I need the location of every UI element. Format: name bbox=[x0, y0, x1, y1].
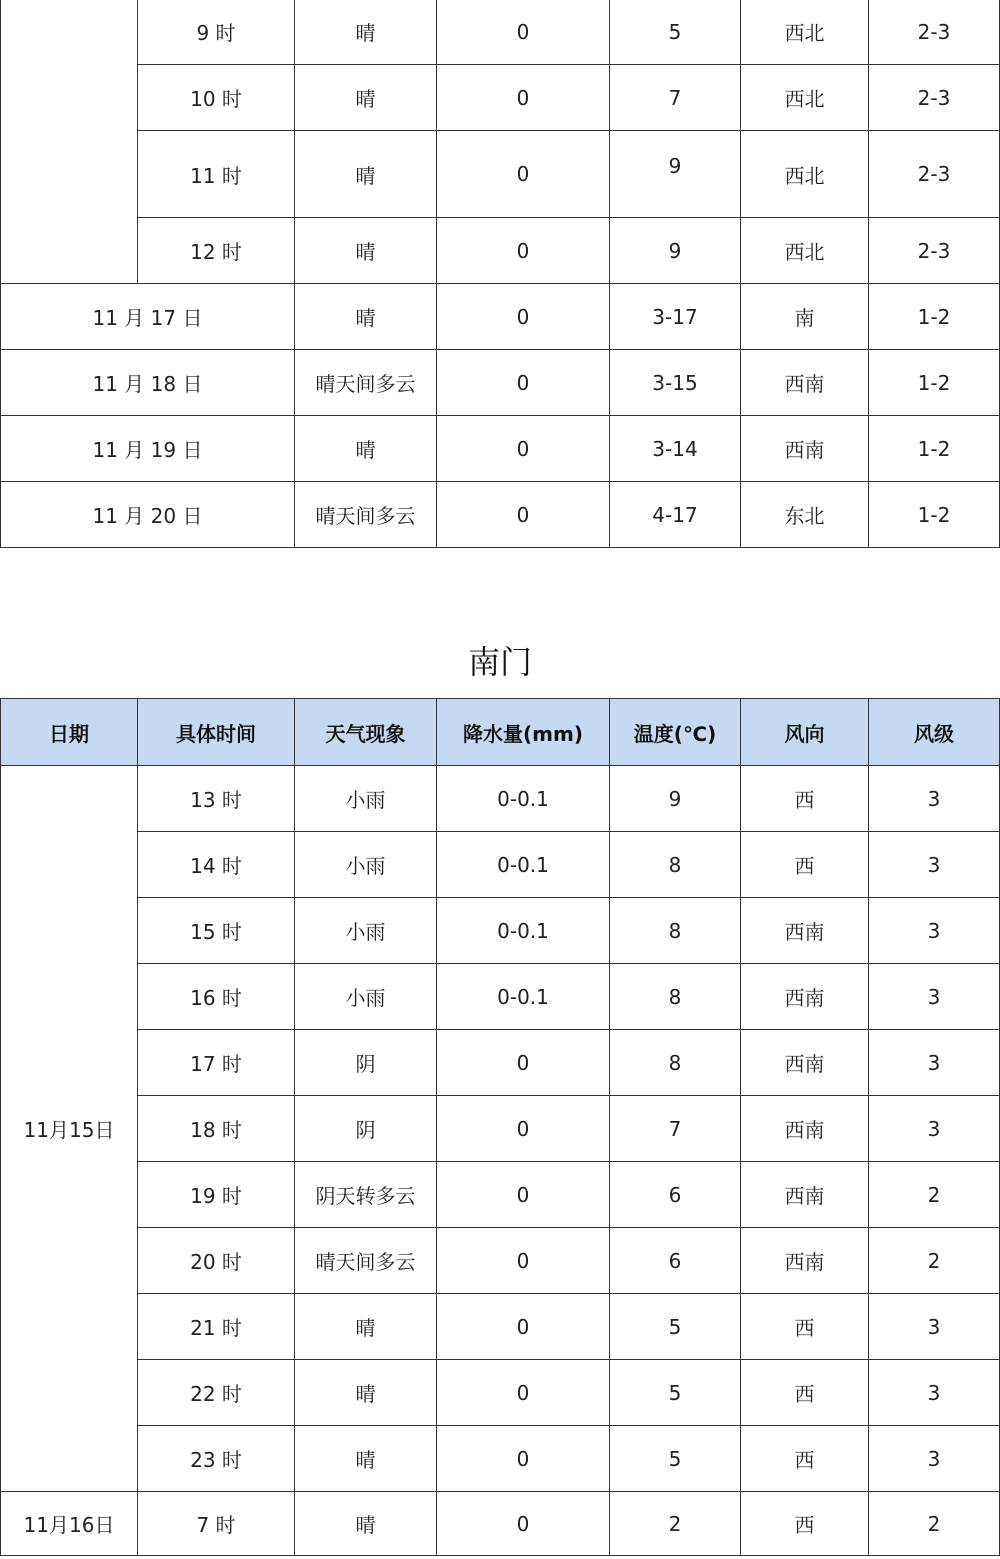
precip-cell: 0 bbox=[437, 131, 610, 218]
date-cell: 11 月 19 日 bbox=[1, 416, 295, 482]
temp-cell: 2 bbox=[610, 1492, 741, 1556]
table-row bbox=[1, 350, 1000, 416]
weather-cell: 晴天间多云 bbox=[295, 350, 437, 416]
weather-cell: 小雨 bbox=[295, 898, 437, 964]
weather-cell: 晴 bbox=[295, 218, 437, 284]
temp-cell: 7 bbox=[610, 1096, 741, 1162]
precip-cell: 0 bbox=[437, 1228, 610, 1294]
table-row bbox=[1, 1360, 1000, 1426]
precip-cell: 0-0.1 bbox=[437, 832, 610, 898]
table-row bbox=[1, 898, 1000, 964]
wind-level-cell: 1-2 bbox=[869, 284, 1000, 350]
wind-level-cell: 2-3 bbox=[869, 218, 1000, 284]
weather-cell: 小雨 bbox=[295, 964, 437, 1030]
temp-cell: 8 bbox=[610, 964, 741, 1030]
hour-cell: 21 时 bbox=[138, 1294, 295, 1360]
wind-level-cell: 3 bbox=[869, 1030, 1000, 1096]
header-wind-dir: 风向 bbox=[741, 699, 869, 766]
wind-level-cell: 2 bbox=[869, 1492, 1000, 1556]
hour-cell: 14 时 bbox=[138, 832, 295, 898]
table-row bbox=[1, 964, 1000, 1030]
hour-cell: 13 时 bbox=[138, 766, 295, 832]
precip-cell: 0 bbox=[437, 1294, 610, 1360]
temp-cell: 9 bbox=[610, 766, 741, 832]
temp-cell: 4-17 bbox=[610, 482, 741, 548]
wind-dir-cell: 西南 bbox=[741, 898, 869, 964]
precip-cell: 0 bbox=[437, 284, 610, 350]
date-cell: 11月15日 bbox=[1, 766, 138, 1492]
table-row bbox=[1, 218, 1000, 284]
temp-value: 9 bbox=[668, 154, 682, 178]
hour-cell: 12 时 bbox=[138, 218, 295, 284]
wind-dir-cell: 东北 bbox=[741, 482, 869, 548]
weather-cell: 小雨 bbox=[295, 766, 437, 832]
hour-cell: 18 时 bbox=[138, 1096, 295, 1162]
wind-level-cell: 2-3 bbox=[869, 65, 1000, 131]
wind-level-cell: 3 bbox=[869, 766, 1000, 832]
forecast-table-south-gate bbox=[0, 698, 1000, 1556]
precip-cell: 0-0.1 bbox=[437, 898, 610, 964]
wind-level-cell: 2 bbox=[869, 1162, 1000, 1228]
table-row bbox=[1, 1096, 1000, 1162]
wind-dir-cell: 西南 bbox=[741, 1030, 869, 1096]
precip-cell: 0 bbox=[437, 416, 610, 482]
wind-level-cell: 1-2 bbox=[869, 416, 1000, 482]
wind-dir-cell: 西北 bbox=[741, 218, 869, 284]
hour-cell: 15 时 bbox=[138, 898, 295, 964]
table-row bbox=[1, 832, 1000, 898]
weather-cell: 晴 bbox=[295, 1294, 437, 1360]
temp-cell bbox=[610, 131, 741, 218]
header-date: 日期 bbox=[1, 699, 138, 766]
temp-cell: 8 bbox=[610, 898, 741, 964]
header-precip: 降水量(mm) bbox=[437, 699, 610, 766]
wind-level-cell: 3 bbox=[869, 1360, 1000, 1426]
table-row bbox=[1, 1162, 1000, 1228]
precip-cell: 0 bbox=[437, 65, 610, 131]
table-row bbox=[1, 1228, 1000, 1294]
wind-dir-cell: 西南 bbox=[741, 1162, 869, 1228]
header-wind-level: 风级 bbox=[869, 699, 1000, 766]
table-row bbox=[1, 284, 1000, 350]
wind-dir-cell: 西北 bbox=[741, 65, 869, 131]
hour-cell: 20 时 bbox=[138, 1228, 295, 1294]
wind-level-cell: 1-2 bbox=[869, 482, 1000, 548]
hour-cell: 11 时 bbox=[138, 131, 295, 218]
date-cell: 11 月 20 日 bbox=[1, 482, 295, 548]
header-weather: 天气现象 bbox=[295, 699, 437, 766]
temp-cell: 5 bbox=[610, 1360, 741, 1426]
wind-dir-cell: 西 bbox=[741, 832, 869, 898]
wind-dir-cell: 西南 bbox=[741, 1228, 869, 1294]
weather-cell: 晴 bbox=[295, 416, 437, 482]
table-row bbox=[1, 1492, 1000, 1556]
hour-cell: 17 时 bbox=[138, 1030, 295, 1096]
precip-cell: 0 bbox=[437, 1492, 610, 1556]
weather-cell: 晴 bbox=[295, 0, 437, 65]
temp-cell: 3-14 bbox=[610, 416, 741, 482]
weather-cell: 阴天转多云 bbox=[295, 1162, 437, 1228]
temp-cell: 6 bbox=[610, 1162, 741, 1228]
wind-dir-cell: 西 bbox=[741, 1426, 869, 1492]
precip-cell: 0 bbox=[437, 1030, 610, 1096]
wind-dir-cell: 西 bbox=[741, 1294, 869, 1360]
weather-cell: 阴 bbox=[295, 1096, 437, 1162]
precip-cell: 0 bbox=[437, 350, 610, 416]
wind-level-cell: 3 bbox=[869, 832, 1000, 898]
wind-level-cell: 1-2 bbox=[869, 350, 1000, 416]
wind-level-cell: 2-3 bbox=[869, 0, 1000, 65]
hour-cell: 10 时 bbox=[138, 65, 295, 131]
hour-cell: 16 时 bbox=[138, 964, 295, 1030]
weather-cell: 晴天间多云 bbox=[295, 1228, 437, 1294]
wind-level-cell: 2-3 bbox=[869, 131, 1000, 218]
table-row bbox=[1, 65, 1000, 131]
table-row bbox=[1, 1426, 1000, 1492]
forecast-table-continued bbox=[0, 0, 1000, 548]
weather-cell: 阴 bbox=[295, 1030, 437, 1096]
wind-dir-cell: 西南 bbox=[741, 964, 869, 1030]
precip-cell: 0 bbox=[437, 1096, 610, 1162]
precip-cell: 0 bbox=[437, 482, 610, 548]
temp-cell: 3-17 bbox=[610, 284, 741, 350]
date-cell-empty bbox=[1, 0, 138, 284]
date-cell: 11月16日 bbox=[1, 1492, 138, 1556]
weather-cell: 晴 bbox=[295, 284, 437, 350]
table-row bbox=[1, 1030, 1000, 1096]
precip-cell: 0-0.1 bbox=[437, 964, 610, 1030]
weather-cell: 晴 bbox=[295, 1426, 437, 1492]
table-row bbox=[1, 416, 1000, 482]
table-row bbox=[1, 0, 1000, 65]
precip-cell: 0 bbox=[437, 1162, 610, 1228]
date-cell: 11 月 17 日 bbox=[1, 284, 295, 350]
wind-level-cell: 3 bbox=[869, 1096, 1000, 1162]
weather-cell: 晴天间多云 bbox=[295, 482, 437, 548]
precip-cell: 0 bbox=[437, 1360, 610, 1426]
weather-cell: 晴 bbox=[295, 1360, 437, 1426]
precip-cell: 0 bbox=[437, 1426, 610, 1492]
table-row bbox=[1, 482, 1000, 548]
precip-cell: 0 bbox=[437, 0, 610, 65]
header-temp: 温度(℃) bbox=[610, 699, 741, 766]
temp-cell: 8 bbox=[610, 1030, 741, 1096]
temp-cell: 5 bbox=[610, 0, 741, 65]
wind-dir-cell: 西南 bbox=[741, 1096, 869, 1162]
temp-cell: 5 bbox=[610, 1294, 741, 1360]
hour-cell: 7 时 bbox=[138, 1492, 295, 1556]
hour-cell: 23 时 bbox=[138, 1426, 295, 1492]
wind-dir-cell: 西北 bbox=[741, 0, 869, 65]
temp-cell: 3-15 bbox=[610, 350, 741, 416]
table-row bbox=[1, 131, 1000, 218]
weather-cell: 小雨 bbox=[295, 832, 437, 898]
wind-dir-cell: 西南 bbox=[741, 350, 869, 416]
temp-cell: 5 bbox=[610, 1426, 741, 1492]
hour-cell: 22 时 bbox=[138, 1360, 295, 1426]
weather-cell: 晴 bbox=[295, 1492, 437, 1556]
wind-level-cell: 3 bbox=[869, 1294, 1000, 1360]
wind-dir-cell: 西 bbox=[741, 1360, 869, 1426]
wind-level-cell: 2 bbox=[869, 1228, 1000, 1294]
temp-cell: 8 bbox=[610, 832, 741, 898]
wind-level-cell: 3 bbox=[869, 1426, 1000, 1492]
precip-cell: 0-0.1 bbox=[437, 766, 610, 832]
wind-dir-cell: 西北 bbox=[741, 131, 869, 218]
date-cell: 11 月 18 日 bbox=[1, 350, 295, 416]
precip-cell: 0 bbox=[437, 218, 610, 284]
weather-cell: 晴 bbox=[295, 131, 437, 218]
hour-cell: 19 时 bbox=[138, 1162, 295, 1228]
table-row bbox=[1, 1294, 1000, 1360]
header-time: 具体时间 bbox=[138, 699, 295, 766]
hour-cell: 9 时 bbox=[138, 0, 295, 65]
table-header-row bbox=[1, 699, 1000, 766]
wind-dir-cell: 西 bbox=[741, 1492, 869, 1556]
section-title-south-gate: 南门 bbox=[467, 643, 532, 681]
table-row bbox=[1, 766, 1000, 832]
wind-dir-cell: 西 bbox=[741, 766, 869, 832]
temp-cell: 9 bbox=[610, 218, 741, 284]
wind-level-cell: 3 bbox=[869, 898, 1000, 964]
wind-level-cell: 3 bbox=[869, 964, 1000, 1030]
wind-dir-cell: 南 bbox=[741, 284, 869, 350]
weather-cell: 晴 bbox=[295, 65, 437, 131]
wind-dir-cell: 西南 bbox=[741, 416, 869, 482]
temp-cell: 7 bbox=[610, 65, 741, 131]
temp-cell: 6 bbox=[610, 1228, 741, 1294]
